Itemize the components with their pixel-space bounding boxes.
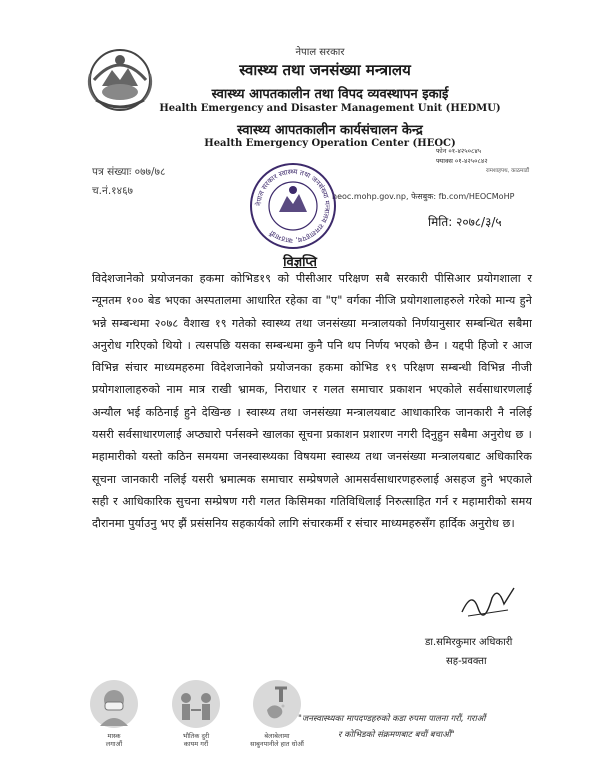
contact-block xyxy=(436,146,529,176)
unit-name-english: Health Emergency and Disaster Management Unit (HEDMU) xyxy=(159,103,501,114)
handwash-icon xyxy=(253,680,301,728)
mask-icon xyxy=(90,680,138,728)
official-stamp xyxy=(247,160,339,252)
reference-number: पत्र संख्याः ०७७/७८ xyxy=(92,166,166,178)
center-name-english: Health Emergency Operation Center (HEOC) xyxy=(204,138,456,149)
unit-name-nepali: स्वास्थ्य आपतकालीन तथा विपद व्यवस्थापन इकाई xyxy=(211,87,449,102)
address: रामशाहपथ, काठमाडौं xyxy=(486,168,530,174)
notice-body: विदेशजानेको प्रयोजनका हकमा कोभिड१९ को पीसीआर परिक्षण सबै सरकारी पीसिआर प्रयोगशाला र न्यूनतम १०० बेड भएका अस्पतालमा आधारित रहेका वा "ए" वर्गका नीजि प्रयोगशालाहरुले गरेको मान्य हुने भन्ने सम्बन्धमा २०७८ वैशाख १९ गतेको स्वास्थ्य तथा जनसंख्या मन्त्रालयको निर्णयानुसार सम्बन्धित सबैमा अनुरोध गरिएको थियो । त्यसपछि यसका सम्बन्धमा कुनै पनि थप निर्णय भएको छैन । यद्दपी हिजो र आज विभिन्न संचार माध्यमहरुमा विदेशजानेको प्रयोजनका हकमा कोभिड १९ परिक्षण सम्बन्धी विभिन्न नीजी प्रयोगशालाहरुको नाम मात्र राखी भ्रामक, निराधार र गलत समाचार प्रकाशन भएकोले सर्वसाधारणलाई अन्यौल भई कठिनाई हुने देखिन्छ । स्वास्थ्य तथा जनसंख्या मन्त्रालयबाट आधाकारिक जानकारी नै नलिई यसरी सर्वसाधारणलाई अप्ठ्यारो पर्नसक्ने खालका सूचना प्रकाशन प्रशारण नगरी दिनुहुन सबैमा अनुरोध छ । महामारीको यस्तो कठिन समयमा जनस्वास्थ्यका विषयमा स्वास्थ्य तथा जनसंख्या मन्त्रालयबाट अधिकारिक सूचना जानकारी नलिई यसरी भ्रमात्मक समाचार सम्प्रेषणले आमसर्वसाधारणहरुलाई असहज हुने भएकाले सही र आधिकारिक सुचना सम्प्रेषण गरी गलत किसिमका गतिविधिलाई निरुत्साहित गर्न र महामारीको समय दौरानमा पुर्याउनु भए झैं प्रसंसनिय सहकार्यको लागि संचारकर्मी र संचार माध्यमहरुसँग हार्दिक अनुरोध छ। xyxy=(92,272,532,531)
fax-number: फ्याक्स ०१-४२५०८४२ xyxy=(436,157,488,165)
dispatch-number: च.नं.१४६७ xyxy=(92,185,134,197)
slogan-line-1: "जनस्वास्थ्यका मापदण्डहरुको कडा रुपमा पालना गरौं, गराऔं xyxy=(298,714,486,724)
website-line: heoc.mohp.gov.np, फेसबुक: fb.com/HEOCMoHP xyxy=(332,192,515,201)
mask-label: मास्क लगाऔं xyxy=(105,732,123,748)
public-health-slogan xyxy=(298,711,486,743)
notice-title: विज्ञप्ति xyxy=(283,255,317,270)
notice-date: मिति: २०७८/३/५ xyxy=(428,215,502,229)
signatory-name: डा.समिरकुमार अधिकारी xyxy=(425,637,513,648)
stamp-text: नेपाल सरकार स्वास्थ्य तथा जनसंख्या मन्त्रालय रामशाहपथ, काठमाडौं xyxy=(254,167,332,245)
signatory-title: सह-प्रवक्ता xyxy=(446,656,487,667)
distance-label: भौतिक दुरी कायम गरौं xyxy=(182,732,210,748)
signature-mark xyxy=(458,580,518,620)
distance-icon xyxy=(172,680,220,728)
government-name: नेपाल सरकार xyxy=(295,47,345,58)
phone-number: फोन ०१-४२५०८४५ xyxy=(436,147,482,155)
center-name-nepali: स्वास्थ्य आपतकालीन कार्यसंचालन केन्द्र xyxy=(237,123,423,138)
ministry-name: स्वास्थ्य तथा जनसंख्या मन्त्रालय xyxy=(239,61,411,79)
slogan-line-2: र कोभिडको संक्रमणबाट बचौं बचाऔं" xyxy=(338,730,455,740)
handwash-label: बेलाबेलामा साबुनपानीले हात धोऔं xyxy=(250,732,304,748)
